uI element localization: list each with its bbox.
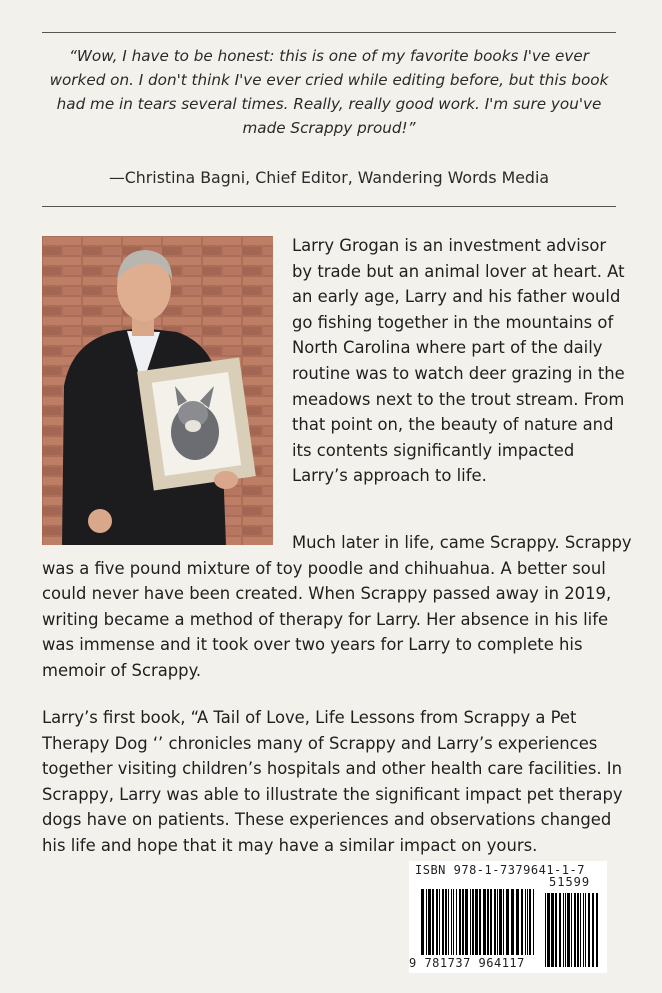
barcode-bar: [555, 893, 557, 967]
barcode-addon-digits: 51599: [549, 875, 591, 889]
barcode-bar: [479, 889, 481, 955]
barcode-bar: [490, 889, 492, 955]
barcode-bar: [494, 889, 496, 955]
barcode-bar: [451, 889, 452, 955]
barcode-bar: [527, 889, 528, 955]
barcode-bar: [547, 893, 550, 967]
barcode-bar: [442, 889, 444, 955]
author-photo-illustration: [42, 236, 273, 545]
barcode-bar: [511, 889, 514, 955]
barcode-bar: [563, 893, 564, 967]
barcode-bar: [465, 889, 468, 955]
barcode-bar: [456, 889, 457, 955]
barcode-bar: [462, 889, 464, 955]
barcode-bar: [567, 893, 570, 967]
author-photo: [42, 236, 273, 545]
barcode-bar: [577, 893, 579, 967]
barcode-bar: [583, 893, 584, 967]
barcode-bar: [459, 889, 461, 955]
barcode-bar: [475, 889, 478, 955]
barcode-bar: [574, 893, 576, 967]
barcode-bar: [436, 889, 438, 955]
barcode-bar: [421, 889, 424, 955]
barcode-bar: [580, 893, 581, 967]
barcode-bar: [497, 889, 498, 955]
barcode-bar: [585, 893, 586, 967]
barcode-bar: [565, 893, 566, 967]
barcode-bar: [545, 893, 546, 967]
barcode-bar: [596, 893, 598, 967]
barcode-bar: [516, 889, 519, 955]
barcode-bar: [551, 893, 554, 967]
barcode-bar: [472, 889, 474, 955]
barcode-bar: [487, 889, 489, 955]
barcode-bar: [428, 889, 431, 955]
bio-paragraph-2: Much later in life, came Scrappy. Scrappy was a five pound mixture of toy poodle and chihuahua. A better soul could never have been created. When Scrappy passed away in 2019, writing became a method of therapy for Larry. Her absence in his life was immense and it took over two years for Larry to complete his memoir of Scrappy.: [42, 533, 632, 680]
barcode-bar: [533, 889, 534, 955]
barcode-bar: [588, 893, 590, 967]
barcode-bar: [571, 893, 572, 967]
barcode-bar: [448, 889, 449, 955]
barcode-bar: [559, 893, 561, 967]
barcode-bar: [592, 893, 594, 967]
bio-paragraph-3: Larry’s first book, “A Tail of Love, Life Lessons from Scrappy a Pet Therapy Dog ‘’ chronicles many of Scrappy and Larry’s experiences together visiting children’s hospitals and other health care facilities. In Scrappy, Larry was able to illustrate the significant impact pet therapy dogs have on patients. These experiences and observations changed his life and hope that it may have a similar impact on yours.: [42, 708, 623, 855]
review-quote: “Wow, I have to be honest: this is one of my favorite books I've ever worked on. I don't think I've ever cried while editing before, but this book had me in tears several times. Really, really good work. I'm sure you've made Scrappy proud!”: [49, 47, 609, 137]
top-divider: [42, 32, 616, 33]
barcode-bar: [426, 889, 427, 955]
ean-digits: 9 781737 964117: [409, 956, 525, 970]
barcode-bar: [439, 889, 440, 955]
middle-divider: [42, 206, 616, 207]
barcode-bar: [525, 889, 526, 955]
barcode-bar: [529, 889, 531, 955]
barcode-bar: [445, 889, 447, 955]
isbn-text: ISBN 978-1-7379641-1-7: [415, 863, 585, 877]
barcode-bar: [499, 889, 502, 955]
barcode-bar: [521, 889, 523, 955]
barcode-bar: [503, 889, 504, 955]
barcode-bar: [453, 889, 454, 955]
barcode-bar: [432, 889, 434, 955]
bio-paragraph-1: Larry Grogan is an investment advisor by trade but an animal lover at heart. At an early age, Larry and his father would go fishing together in the mountains of North Carolina where part of the daily routine was to watch deer grazing in the meadows next to the trout stream. From that point on, the beauty of nature and its contents significantly impacted Larry’s approach to life.: [292, 236, 625, 486]
barcode-bar: [470, 889, 471, 955]
barcode-bar: [483, 889, 486, 955]
barcode-bar: [506, 889, 509, 955]
isbn-barcode: [409, 861, 607, 973]
quote-attribution: —Christina Bagni, Chief Editor, Wandering Words Media: [108, 168, 550, 187]
